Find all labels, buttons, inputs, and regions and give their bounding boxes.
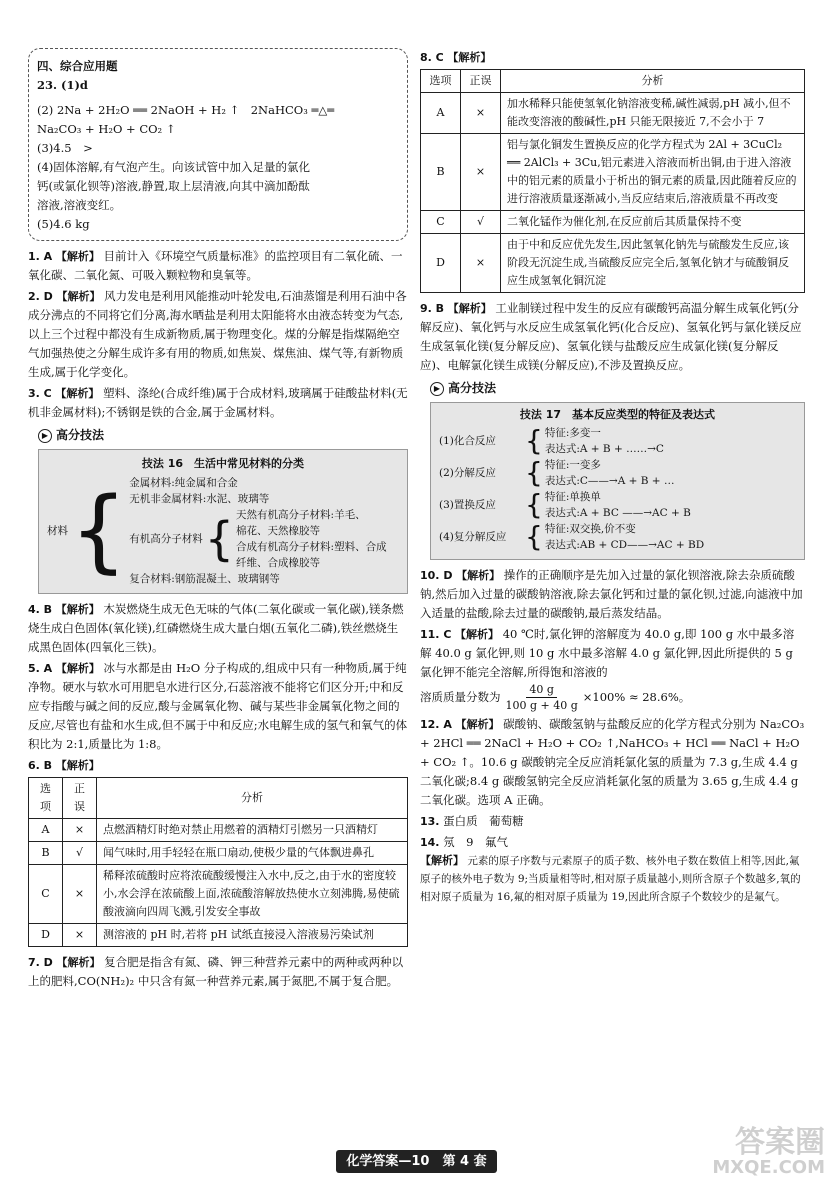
answer-11 <box>420 625 805 682</box>
material-tree <box>47 475 399 587</box>
brace-icon: { <box>525 488 543 521</box>
analysis-cell: 由于中和反应优先发生,因此氢氧化钠先与硫酸发生反应,该阶段无沉淀生成,当硫酸反应完全后,氢氧化钠才与硫酸铜反应生成氢氧化铜沉淀 <box>501 234 805 293</box>
column-header: 选项 <box>421 70 461 93</box>
answer-6 <box>28 756 408 775</box>
analysis-text: 40 ℃时,氯化钾的溶解度为 40.0 g,即 100 g 水中最多溶解 40.0 g 氯化钾,则 10 g 水中最多溶解 4.0 g 氯化钾,因此所提供的 5 g 氯化钾不能完全溶解,所得饱和溶液的 <box>420 627 795 679</box>
watermark-text: 答案圈 <box>735 1125 825 1160</box>
analysis-table-6 <box>28 777 408 947</box>
tree-root: 材料 <box>47 525 68 537</box>
fraction-denominator: 100 g + 40 g <box>505 699 578 712</box>
table-header-row <box>421 70 805 93</box>
brace-icon: { <box>70 478 128 583</box>
fraction <box>503 682 581 713</box>
table-header-row <box>29 778 408 819</box>
reaction-expression: 表达式:A + BC ——→AC + B <box>544 507 691 519</box>
answer-text: 氖 9 氟气 <box>443 835 508 849</box>
answer-12 <box>420 715 805 810</box>
answer-1 <box>28 247 408 285</box>
answer-8 <box>420 48 805 67</box>
analysis-text: 元素的原子序数与元素原子的质子数、核外电子数在数值上相等,因此,氟原子的核外电子数为 9;当质量相等时,相对原子质量越小,则所含原子个数越多,氧的相对原子质量为 16,氟的相对原子质量为 19,因此所含原子个数较少的是氟气。 <box>420 855 801 903</box>
reaction-name: (1)化合反应 <box>439 435 496 447</box>
tip-box-materials <box>38 449 408 594</box>
table-row <box>29 819 408 842</box>
tree-leaf: 纤维、合成橡胶等 <box>236 557 321 569</box>
analysis-tag: 【解析】 <box>455 628 500 641</box>
answer-number: 5. A <box>28 662 53 675</box>
tip-label: 高分技法 <box>448 381 497 395</box>
brace-icon: { <box>525 424 543 457</box>
mark-cell: × <box>461 234 501 293</box>
section-heading: 四、综合应用题 <box>37 59 118 73</box>
reaction-name: (3)置换反应 <box>439 499 496 511</box>
mark-cell: × <box>461 93 501 134</box>
tip-title: 技法 17 基本反应类型的特征及表达式 <box>519 408 716 421</box>
answer-number: 4. B <box>28 603 53 616</box>
answer-line: 溶液,溶液变红。 <box>37 198 122 212</box>
brace-icon: { <box>204 512 235 566</box>
analysis-tag: 【解析】 <box>447 51 492 64</box>
option-cell: D <box>29 924 63 947</box>
left-column <box>28 48 408 991</box>
option-cell: C <box>29 865 63 924</box>
answer-7 <box>28 953 408 991</box>
analysis-cell: 测溶液的 pH 时,若将 pH 试纸直接浸入溶液易污染试剂 <box>97 924 408 947</box>
answer-5 <box>28 659 408 754</box>
analysis-tag: 【解析】 <box>55 603 100 616</box>
tree-subbranches <box>236 507 387 571</box>
brace-icon: { <box>525 456 543 489</box>
analysis-text: 工业制镁过程中发生的反应有碳酸钙高温分解生成氧化钙(分解反应)、氧化钙与水反应生成氢氧化钙(化合反应)、氢氧化钙与氯化镁反应生成氢氧化镁(复分解反应)、氢氧化镁与盐酸反应生成氯化镁(复分解反应)、电解氯化镁生成镁(分解反应),不涉及置换反应。 <box>420 301 802 372</box>
tree-branch: 金属材料:纯金属和合金 <box>129 477 238 489</box>
page-footer <box>0 1150 833 1173</box>
mark-cell: × <box>63 819 97 842</box>
analysis-tag: 【解析】 <box>456 569 501 582</box>
column-header: 分析 <box>501 70 805 93</box>
tip-icon: ▶ <box>430 382 444 396</box>
analysis-cell: 稀释浓硫酸时应将浓硫酸缓慢注入水中,反之,由于水的密度较小,水会浮在浓硫酸上面,浓硫酸溶解放热使水立刻沸腾,易使硫酸液滴向四周飞溅,引发安全事故 <box>97 865 408 924</box>
option-cell: B <box>29 842 63 865</box>
answer-number: 14. <box>420 836 440 849</box>
option-cell: A <box>29 819 63 842</box>
answer-14 <box>420 833 805 852</box>
analysis-text: 冰与水都是由 H₂O 分子构成的,组成中只有一种物质,属于纯净物。硬水与软水可用肥皂水进行区分,石蕊溶液不能将它们区分开;中和反应专指酸与碱之间的反应,酸与金属氧化物、碱与某些非金属氧化物之间的反应,尽管也有盐和水生成,但不属于中和反应;水电解生成的氢气和氧气的体积比为 2:1,质量比为 1:8。 <box>28 661 408 751</box>
analysis-text: 复合肥是指含有氮、磷、钾三种营养元素中的两种或两种以上的肥料,CO(NH₂)₂ 中只含有氮一种营养元素,属于氮肥,不属于复合肥。 <box>28 955 404 988</box>
reaction-type-row <box>439 489 796 521</box>
answer-line: (4)固体溶解,有气泡产生。向该试管中加入足量的氯化 <box>37 160 310 174</box>
answer-3 <box>28 384 408 422</box>
analysis-tag: 【解析】 <box>55 250 100 263</box>
right-column <box>420 48 805 906</box>
mark-cell: × <box>461 134 501 211</box>
tree-branch-label: 有机高分子材料 <box>129 533 203 545</box>
answer-2 <box>28 287 408 382</box>
reaction-feature: 特征:多变一 <box>544 427 601 439</box>
formula-text: 溶质质量分数为 <box>420 690 501 704</box>
analysis-text: 碳酸钠、碳酸氢钠与盐酸反应的化学方程式分别为 Na₂CO₃ + 2HCl ══ 2NaCl + H₂O + CO₂ ↑,NaHCO₃ + HCl ══ NaCl + H₂O + CO₂ ↑。10.6 g 碳酸钠完全反应消耗氯化氢的质量为 7.3 g,生成 4.4 g 二氧化碳;8.4 g 碳酸氢钠完全反应消耗氯化氢的质量为 3.65 g,生成 4.4 g 二氧化碳。选项 A 正确。 <box>420 717 805 807</box>
table-row <box>421 234 805 293</box>
analysis-text: 木炭燃烧生成无色无味的气体(二氧化碳或一氧化碳),镁条燃烧生成白色固体(氧化镁),红磷燃烧生成大量白烟(五氧化二磷),铁丝燃烧生成黑色固体(四氧化三铁)。 <box>28 602 404 654</box>
analysis-cell: 加水稀释只能使氢氧化钠溶液变稀,碱性减弱,pH 减小,但不能改变溶液的酸碱性,pH 只能无限接近 7,不会小于 7 <box>501 93 805 134</box>
answer-line: 23. (1)d <box>37 78 88 92</box>
tip-label: 高分技法 <box>56 428 105 442</box>
analysis-cell: 闻气味时,用手轻轻在瓶口扇动,使极少量的气体飘进鼻孔 <box>97 842 408 865</box>
answer-9 <box>420 299 805 375</box>
reaction-expression: 表达式:A + B + ……→C <box>544 443 664 455</box>
answer-number: 9. B <box>420 302 445 315</box>
answer-number: 3. C <box>28 387 52 400</box>
analysis-tag: 【解析】 <box>55 662 100 675</box>
column-header: 分析 <box>97 778 408 819</box>
table-row <box>29 842 408 865</box>
answer-line: 钙(或氯化钡等)溶液,静置,取上层清液,向其中滴加酚酞 <box>37 179 310 193</box>
mark-cell: √ <box>461 211 501 234</box>
answer-13 <box>420 812 805 831</box>
formula-text: ×100% ≈ 28.6%。 <box>582 690 691 704</box>
analysis-tag: 【解析】 <box>55 387 100 400</box>
table-row <box>29 924 408 947</box>
reaction-type-row <box>439 425 796 457</box>
mark-cell: × <box>63 865 97 924</box>
answer-number: 10. D <box>420 569 453 582</box>
option-cell: B <box>421 134 461 211</box>
tree-branch: 复合材料:钢筋混凝土、玻璃钢等 <box>129 573 280 585</box>
table-row <box>29 865 408 924</box>
tip-header <box>430 379 805 398</box>
analysis-cell: 点燃酒精灯时绝对禁止用燃着的酒精灯引燃另一只酒精灯 <box>97 819 408 842</box>
answer-number: 12. A <box>420 718 452 731</box>
analysis-cell: 铝与氯化铜发生置换反应的化学方程式为 2Al + 3CuCl₂ ══ 2AlCl₃ + 3Cu,铝元素进入溶液而析出铜,由于进入溶液中的铝元素的质量小于析出的铜元素的质量,因此随着反应的进行溶液质量逐渐减小,当反应结束后,溶液质量不再改变 <box>501 134 805 211</box>
column-header: 选项 <box>29 778 63 819</box>
answer-4 <box>28 600 408 657</box>
analysis-table-8 <box>420 69 805 293</box>
tree-leaf: 合成有机高分子材料:塑料、合成 <box>236 541 387 553</box>
tree-branch: 无机非金属材料:水泥、玻璃等 <box>129 493 270 505</box>
answer-number: 7. D <box>28 956 53 969</box>
analysis-tag: 【解析】 <box>55 759 100 772</box>
analysis-tag: 【解析】 <box>56 290 101 303</box>
analysis-tag: 【解析】 <box>420 854 464 867</box>
tip-header <box>38 426 408 445</box>
reaction-expression: 表达式:AB + CD——→AC + BD <box>544 539 705 551</box>
watermark-url: MXQE.COM <box>712 1157 825 1178</box>
reaction-expression: 表达式:C——→A + B + … <box>544 475 675 487</box>
analysis-text: 风力发电是利用风能推动叶轮发电,石油蒸馏是利用石油中各成分沸点的不同将它们分离,海水晒盐是利用太阳能将水由液态转变为气态,以上三个过程中都没有生成新物质,属于物理变化。煤的分解是指煤隔绝空气加强热使之分解生成许多有用的物质,如焦炭、煤焦油、煤气等,有新物质生成,属于化学变化。 <box>28 289 407 379</box>
reaction-feature: 特征:一变多 <box>544 459 601 471</box>
answer-line: Na₂CO₃ + H₂O + CO₂ ↑ <box>37 122 176 136</box>
tree-leaf: 天然有机高分子材料:羊毛、 <box>236 509 366 521</box>
mark-cell: √ <box>63 842 97 865</box>
answer-text: 蛋白质 葡萄糖 <box>443 814 524 828</box>
table-row <box>421 211 805 234</box>
reaction-type-row <box>439 521 796 553</box>
answer-number: 13. <box>420 815 440 828</box>
analysis-text: 塑料、涤纶(合成纤维)属于合成材料,玻璃属于硅酸盐材料(无机非金属材料);不锈钢是铁的合金,属于金属材料。 <box>28 386 408 419</box>
tip-icon: ▶ <box>38 429 52 443</box>
tip-title: 技法 16 生活中常见材料的分类 <box>141 457 305 470</box>
answer-number: 8. C <box>420 51 444 64</box>
reaction-name: (2)分解反应 <box>439 467 496 479</box>
answer-line: (3)4.5 > <box>37 141 93 155</box>
answer-10 <box>420 566 805 623</box>
answer-line: (5)4.6 kg <box>37 217 90 231</box>
tree-leaf: 棉花、天然橡胶等 <box>236 525 321 537</box>
analysis-tag: 【解析】 <box>56 956 101 969</box>
answer-number: 11. C <box>420 628 452 641</box>
reaction-name: (4)复分解反应 <box>439 531 507 543</box>
analysis-tag: 【解析】 <box>455 718 500 731</box>
tree-branch-organic <box>129 507 386 571</box>
brace-icon: { <box>525 520 543 553</box>
watermark-logo <box>712 1125 825 1178</box>
fraction-numerator: 40 g <box>526 682 557 698</box>
mark-cell: × <box>63 924 97 947</box>
reaction-type-row <box>439 457 796 489</box>
option-cell: D <box>421 234 461 293</box>
page-number-label: 化学答案—10 第 4 套 <box>336 1150 496 1173</box>
option-cell: A <box>421 93 461 134</box>
reaction-feature: 特征:双交换,价不变 <box>544 523 636 535</box>
column-header: 正误 <box>63 778 97 819</box>
answer-line: (2) 2Na + 2H₂O ══ 2NaOH + H₂ ↑ 2NaHCO₃ ═△═ <box>37 103 335 117</box>
answer-number: 1. A <box>28 250 53 263</box>
reaction-feature: 特征:单换单 <box>544 491 601 503</box>
analysis-text: 操作的正确顺序是先加入过量的氯化钡溶液,除去杂质硫酸钠,然后加入过量的碳酸钠溶液,除去氯化钙和过量的氯化钡,过滤,向滤液中加入适量的盐酸,除去过量的碳酸钠,最后蒸发结晶。 <box>420 568 803 620</box>
mass-fraction-formula <box>420 682 805 713</box>
answer-14-analysis <box>420 852 805 906</box>
analysis-text: 目前计入《环境空气质量标准》的监控项目有二氧化硫、一氧化碳、二氧化氮、可吸入颗粒物和臭氧等。 <box>28 249 403 282</box>
answer-number: 6. B <box>28 759 53 772</box>
analysis-cell: 二氧化锰作为催化剂,在反应前后其质量保持不变 <box>501 211 805 234</box>
answer-number: 2. D <box>28 290 53 303</box>
option-cell: C <box>421 211 461 234</box>
table-row <box>421 134 805 211</box>
column-header: 正误 <box>461 70 501 93</box>
comprehensive-question-box <box>28 48 408 241</box>
tree-branches <box>129 475 386 587</box>
tip-box-reactions <box>430 402 805 560</box>
analysis-tag: 【解析】 <box>447 302 492 315</box>
table-row <box>421 93 805 134</box>
